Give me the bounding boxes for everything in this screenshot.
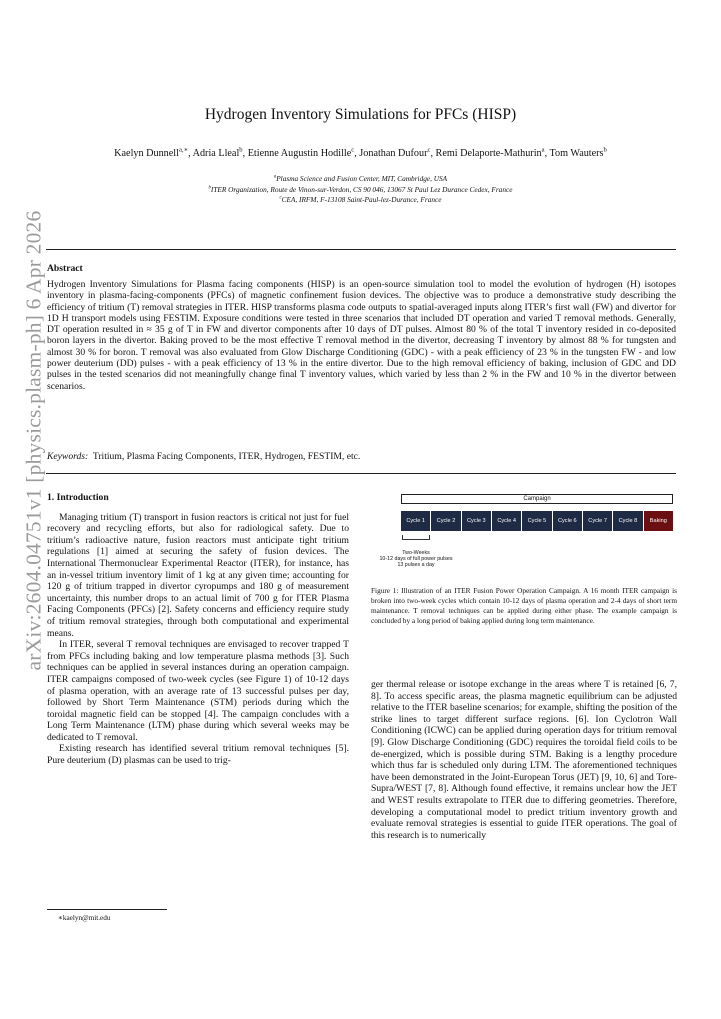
keywords-list: Tritium, Plasma Facing Components, ITER, Hydrogen, FESTIM, etc.	[92, 451, 361, 462]
affiliation: $^a$Plasma Science and Fusion Center, MIT, Cambridge, USA	[273, 174, 448, 183]
cycle-block: Cycle 5	[522, 511, 551, 531]
paper-title: Hydrogen Inventory Simulations for PFCs (HISP)	[204, 106, 517, 123]
section-heading: 1. Introduction	[47, 492, 109, 503]
footnote-divider	[47, 909, 167, 910]
cycle-block: Cycle 1	[401, 511, 430, 531]
left-column	[47, 492, 349, 767]
abstract-body: Hydrogen Inventory Simulations for Plasma facing components (HISP) is an open-source simulation tool to model the evolution of hydrogen (H) isotopes inventory in plasma-facing-components (PFCs) of magnetic confinement fusion devices. The objective was to produce a demonstrative study describing the efficiency of tritium (T) removal strategies in ITER. HISP transforms plasma code outputs to spatial-averaged inputs along ITER’s first wall (FW) and divertor for 1D H transport models using FESTIM. Exposure conditions were tested in three scenarios that included DT operation and varied T removal methods. Generally, DT operation resulted in ≈ 35 g of T in FW and divertor components after 10 days of DT pulses. Almost 80 % of the total T inventory resided in co-deposited boron layers in the divertor. Baking proved to be the most effective T removal method in the divertor, decreasing T inventory by almost 88 % for tungsten and almost 30 % for boron. T removal was also evaluated from Glow Discharge Conditioning (GDC) - with a peak efficiency of 23 % in the tungsten FW - and low power deuterium (DD) pulses - with a peak efficiency of 13 % in the entire divertor. Due to the high removal efficiency of baking, inclusion of GDC and DD pulses in the tested scenarios did not meaningfully change final T inventory values, which varied by less than 2 % in the FW and 10 % in the divertor between scenarios.	[47, 279, 676, 392]
author: Kaelyn Dunnell$^{a,∗}$	[114, 146, 189, 159]
paragraph: Managing tritium (T) transport in fusion reactors is critical not just for fuel recovery and recycling efforts, but also for radiological safety. Due to tritium’s radioactive nature, fusion reactors must anticipate tight tritium regulations [1] aimed at securing the safety of fusion devices. The International Thermonuclear Experimental Reactor (ITER), for instance, has an in-vessel tritium inventory limit of 1 kg at any given time; accounting for 120 g of tritium trapped in divertor cyropumps and 180 g of measurement uncertainty, this number drops to an actual limit of 700 g for ITER Plasma Facing Components (PFCs) [2]. Safety concerns and efficiency require study of tritium removal strategies, through both computational and experimental means.	[47, 511, 349, 639]
two-week-bracket	[402, 535, 430, 540]
cycle-note: Two-Weeks 10-12 days of full power pulses 13 pulses a day	[379, 550, 453, 568]
affiliations	[40, 174, 681, 206]
keywords	[47, 451, 676, 462]
campaign-figure	[371, 493, 677, 573]
author: Tom Wauters$^b$	[549, 146, 607, 159]
divider	[46, 473, 676, 474]
affiliation: $^b$ITER Organization, Route de Vinon-sur-Verdon, CS 90 046, 13067 St Paul Lez Durance Cedex, France	[208, 184, 513, 194]
figure-caption: Figure 1: Illustration of an ITER Fusion Power Operation Campaign. A 16 month ITER campaign is broken into two-week cycles which contain 10-12 days of plasma operation and 2-4 days of short term maintenance. T removal techniques can be applied during either phase. The example campaign is concluded by a long period of baking applied during long term maintenance.	[371, 586, 677, 625]
keywords-label: Keywords:	[47, 451, 89, 462]
divider	[46, 249, 676, 250]
right-column	[371, 679, 677, 841]
cycle-block: Cycle 2	[431, 511, 460, 531]
author: Jonathan Dufour$^c$	[359, 146, 431, 159]
author: Adria Lleal$^b$	[192, 146, 243, 159]
arxiv-identifier: arXiv:2604.04751v1 [physics.plasm-ph] 6 Apr 2026	[21, 210, 46, 670]
footnote: ∗kaelyn@mit.edu	[58, 914, 111, 922]
abstract-heading: Abstract	[47, 263, 83, 274]
cycle-block: Cycle 6	[553, 511, 582, 531]
affiliation: $^c$CEA, IRFM, F-13108 Saint-Paul-lez-Durance, France	[279, 195, 442, 204]
cycle-block: Cycle 8	[613, 511, 642, 531]
author: Etienne Augustin Hodille$^c$	[247, 146, 355, 159]
cycle-block: Cycle 3	[462, 511, 491, 531]
paragraph: Existing research has identified several tritium removal techniques [5]. Pure deuterium (D) plasmas can be used to trig-	[47, 743, 349, 767]
campaign-bar: Campaign	[401, 494, 673, 504]
author-list: Kaelyn Dunnell$^{a,∗}$, Adria Lleal$^b$, Etienne Augustin Hodille$^c$, Jonathan Dufour$^c$, Remi Delaporte-Mathurin$^a$, Tom Wauters$^b$	[114, 146, 607, 159]
cycle-row	[401, 511, 673, 531]
paragraph: In ITER, several T removal techniques are envisaged to recover trapped T from PFCs including baking and low temperature plasma methods [3]. Such techniques can be applied in several instances during an operation campaign. ITER campaigns composed of two-week cycles (see Figure 1) of 10-12 days of plasma operation, with an average rate of 13 successful pulses per day, followed by Short Term Maintenance (STM) periods during which the toroidal magnetic field can be stopped [4]. The campaign concludes with a Long Term Maintenance (LTM) phase during which several weeks may be dedicated to T removal.	[47, 639, 349, 743]
author: Remi Delaporte-Mathurin$^a$	[435, 146, 545, 159]
cycle-block: Cycle 4	[492, 511, 521, 531]
baking-block: Baking	[644, 511, 673, 531]
paragraph: ger thermal release or isotope exchange in the areas where T is retained [6, 7, 8]. To access specific areas, the plasma magnetic equilibrium can be adjusted relative to the ITER baseline scenarios; for example, shifting the position of the strike lines to target different surface regions. [6]. Ion Cyclotron Wall Conditioning (ICWC) can be applied during operation days for tritium removal [9]. Glow Discharge Conditioning (GDC) requires the toroidal field coils to be de-energized, which is possible during STM. Baking is a lengthy procedure which thus far is scheduled only during LTM. The aforementioned techniques have been demonstrated in the Joint-European Torus (JET) [9, 10, 6] and Tore-Supra/WEST [7, 8]. Although found effective, it remains unclear how the JET and WEST results extrapolate to ITER due to differing geometries. Therefore, developing a computational model to predict tritium inventory growth and evaluate removal strategies is essential to guide ITER operations. The goal of this research is to numerically	[371, 679, 677, 841]
cycle-block: Cycle 7	[583, 511, 612, 531]
